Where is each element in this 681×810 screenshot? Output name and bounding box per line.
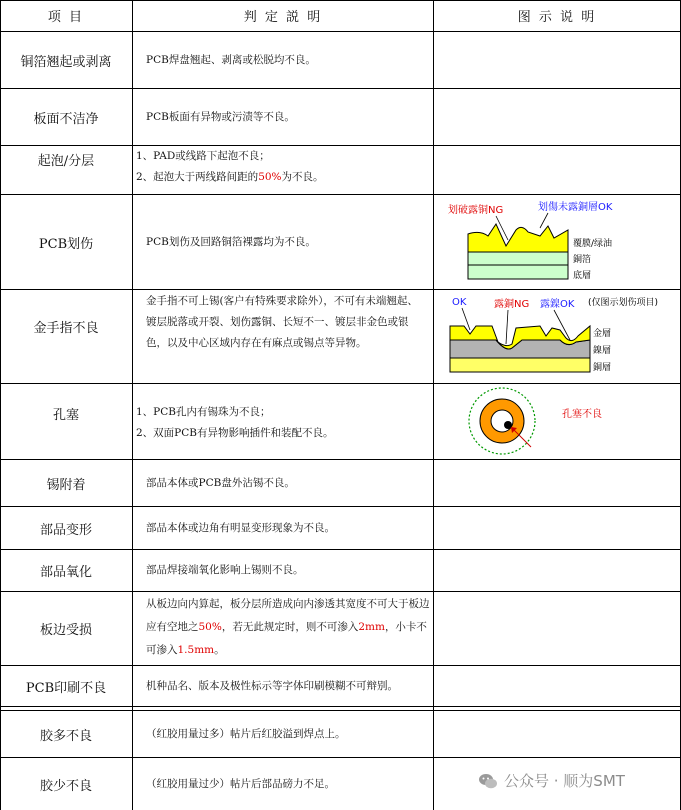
row-item-blister: 起泡/分层 [37,153,95,169]
row-item-glue-insufficient: 胶少不良 [39,778,92,794]
hole-line-1: 1、PCB孔内有锡珠为不良； [136,406,271,418]
figure-scratch [436,196,680,288]
scratch-ng-label: 划破露铜NG [448,205,504,216]
row-desc-print-defect: 机种品名、版本及极性标示等字体印刷模糊不可辩别。 [146,679,398,692]
row-item-deform: 部品变形 [39,522,92,538]
header-description: 判 定 説 明 [243,9,323,25]
copper-base-layer [450,358,590,372]
base-layer [468,265,568,279]
hole-plug-diagram [436,385,680,459]
row-item-print-defect: PCB印刷不良 [25,680,107,696]
blister-line-1: 1、PAD或线路下起泡不良； [136,150,270,162]
row-item-edge-damage: 板边受损 [39,623,92,638]
row-item-hole-plug: 孔塞 [52,407,79,423]
row-item-board-dirty: 板面不洁净 [33,111,99,127]
row-item-gold-finger: 金手指不良 [33,321,99,336]
row-item-solder-attach: 锡附着 [46,477,86,493]
watermark-text: 公众号 · 顺为SMT [504,772,625,790]
pointer-line [506,310,508,344]
row-item-pcb-scratch: PCB划伤 [38,236,94,252]
row-desc-edge-damage: 从板边向内算起，板分层所造成向内渗透其宽度不可大于板边应有空地之50%，若无此规定时，则不可渗入2mm，小卡不可渗入1.5mm。 [146,598,430,656]
hole-line-2: 2、双面PCB有异物影响插件和装配不良。 [136,427,334,439]
layer-label-copper: 銅層 [593,363,612,373]
row-desc-board-dirty: PCB板面有异物或污渍等不良。 [146,110,295,123]
row-desc-oxidation: 部品焊接端氧化影响上锡则不良。 [146,564,304,576]
copper-layer [468,252,568,265]
hole [491,410,513,432]
wechat-icon [478,771,498,791]
layer-label-nickel: 鎳層 [593,346,612,356]
layer-label-base: 底層 [573,271,592,281]
gold-ok-label-2: 露鎳OK [540,299,575,310]
gold-finger-cross-section-diagram [436,290,680,382]
scratch-cross-section-diagram [436,196,680,288]
figure-gold-finger [436,290,680,382]
row-item-glue-excess: 胶多不良 [39,728,92,744]
row-desc-gold-finger: 金手指不可上锡(客户有特殊要求除外），不可有未端翘起、镀层脱落或开裂、划伤露铜、长短不一、镀层非金色或银色，以及中心区域内存在有麻点或锡点等异物。 [146,295,418,349]
blister-line-2: 2、起泡大于两线路间距的50%为不良。 [136,171,324,183]
row-desc-hole-plug [136,402,432,444]
row-line [0,706,681,707]
scratch-ok-label: 划傷未露銅層OK [538,202,613,213]
row-desc-pcb-scratch: PCB划伤及回路铜箔裸露均为不良。 [146,235,316,248]
row-desc-glue-excess: （红胶用量过多）帖片后红胶溢到焊点上。 [146,727,346,740]
header-item: 项 目 [47,9,85,25]
row-desc-glue-insufficient: （红胶用量过少）帖片后部品磅力不足。 [146,777,335,790]
gold-ok-label-1: OK [452,297,467,308]
layer-label-gold: 金層 [593,329,612,339]
ok-pointer-line [540,213,548,228]
row-desc-deform: 部品本体或边角有明显变形现象为不良。 [146,521,335,534]
row-item-copper-lift: 铜箔翘起或剥离 [20,54,112,70]
layer-label-coating: 覆膜/绿油 [573,239,613,249]
hole-plug-label: 孔塞不良 [562,409,602,420]
layer-label-copper: 銅箔 [573,255,592,265]
row-desc-copper-lift: PCB焊盘翘起、剥离或松脱均不良。 [146,53,316,66]
coating-layer [468,224,568,252]
gold-note: (仅图示划伤项目) [588,298,659,308]
solder-ball [504,421,512,429]
figure-hole-plug [436,385,680,459]
row-desc-blister [136,146,432,188]
column-divider-1 [132,0,133,810]
gold-ng-label: 露銅NG [494,299,530,310]
row-desc-solder-attach: 部品本体或PCB盘外沾锡不良。 [146,476,295,489]
row-item-oxidation: 部品氧化 [39,565,92,580]
header-figure: 图 示 说 明 [517,9,597,25]
watermark [478,770,625,791]
